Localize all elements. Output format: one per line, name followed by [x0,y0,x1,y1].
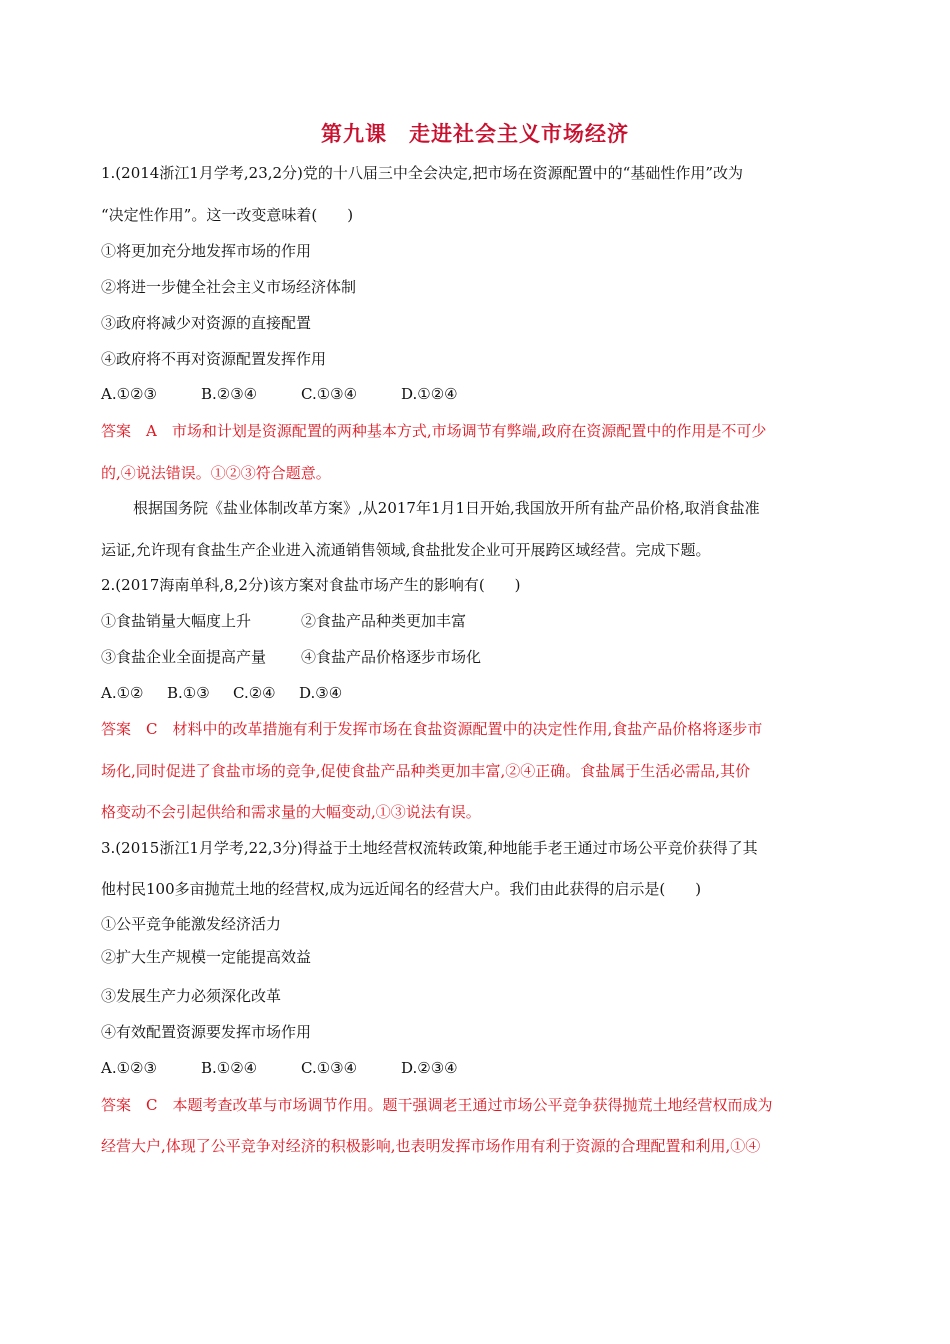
q2-answer-line1: 答案 C 材料中的改革措施有利于发挥市场在食盐资源配置中的决定性作用,食盐产品价格将逐步市 [101,720,763,738]
q3-item-3: ③发展生产力必须深化改革 [101,987,282,1005]
q1-stem-line1: 1.(2014浙江1月学考,23,2分)党的十八届三中全会决定,把市场在资源配置中的“基础性作用”改为 [101,164,744,182]
q3-option-d: D.②③④ [401,1059,458,1077]
q2-option-c: C.②④ [233,684,276,702]
q3-item-2: ②扩大生产规模一定能提高效益 [101,948,312,966]
q2-option-a: A.①② [101,684,144,702]
q1-option-a: A.①②③ [101,385,157,403]
q1-answer-line1: 答案 A 市场和计划是资源配置的两种基本方式,市场调节有弊端,政府在资源配置中的作用是不可少 [101,422,767,440]
q2-item-1: ①食盐销量大幅度上升 [101,612,252,630]
material-line2: 运证,允许现有食盐生产企业进入流通销售领域,食盐批发企业可开展跨区域经营。完成下题。 [101,541,711,559]
q3-item-1: ①公平竞争能激发经济活力 [101,915,282,933]
q1-option-d: D.①②④ [401,385,458,403]
q1-item-4: ④政府将不再对资源配置发挥作用 [101,350,327,368]
q2-item-3: ③食盐企业全面提高产量 [101,648,267,666]
q2-items-row2 [101,647,861,667]
q2-option-b: B.①③ [167,684,210,702]
q3-stem-line1: 3.(2015浙江1月学考,22,3分)得益于土地经营权流转政策,种地能手老王通过市场公平竞价获得了其 [101,839,758,857]
q2-answer-line2: 场化,同时促进了食盐市场的竞争,促使食盐产品种类更加丰富,②④正确。食盐属于生活必需品,其价 [101,762,751,780]
q3-option-a: A.①②③ [101,1059,157,1077]
q2-options [101,683,861,703]
q2-stem: 2.(2017海南单科,8,2分)该方案对食盐市场产生的影响有( ) [101,576,521,594]
q1-item-1: ①将更加充分地发挥市场的作用 [101,242,312,260]
q1-item-3: ③政府将减少对资源的直接配置 [101,314,312,332]
q3-stem-line2: 他村民100多亩抛荒土地的经营权,成为远近闻名的经营大户。我们由此获得的启示是( ) [101,880,702,898]
lesson-title: 第九课 走进社会主义市场经济 [321,122,629,146]
q2-option-d: D.③④ [299,684,343,702]
q1-item-2: ②将进一步健全社会主义市场经济体制 [101,278,357,296]
material-line1: 根据国务院《盐业体制改革方案》,从2017年1月1日开始,我国放开所有盐产品价格,取消食盐准 [133,499,760,517]
q1-options [101,384,861,404]
q3-options [101,1058,861,1078]
q2-answer-line3: 格变动不会引起供给和需求量的大幅变动,①③说法有误。 [101,803,481,821]
q3-item-4: ④有效配置资源要发挥市场作用 [101,1023,312,1041]
q1-option-c: C.①③④ [301,385,358,403]
q2-item-4: ④食盐产品价格逐步市场化 [301,648,482,666]
q2-item-2: ②食盐产品种类更加丰富 [301,612,467,630]
q3-answer-line2: 经营大户,体现了公平竞争对经济的积极影响,也表明发挥市场作用有利于资源的合理配置和利用,①④ [101,1137,761,1155]
q3-option-b: B.①②④ [201,1059,258,1077]
q3-option-c: C.①③④ [301,1059,358,1077]
q2-items-row1 [101,611,861,631]
q1-answer-line2: 的,④说法错误。①②③符合题意。 [101,464,331,482]
q3-answer-line1: 答案 C 本题考查改革与市场调节作用。题干强调老王通过市场公平竞争获得抛荒土地经营权而成为 [101,1096,773,1114]
q1-stem-line2: “决定性作用”。这一改变意味着( ) [101,206,354,224]
q1-option-b: B.②③④ [201,385,258,403]
